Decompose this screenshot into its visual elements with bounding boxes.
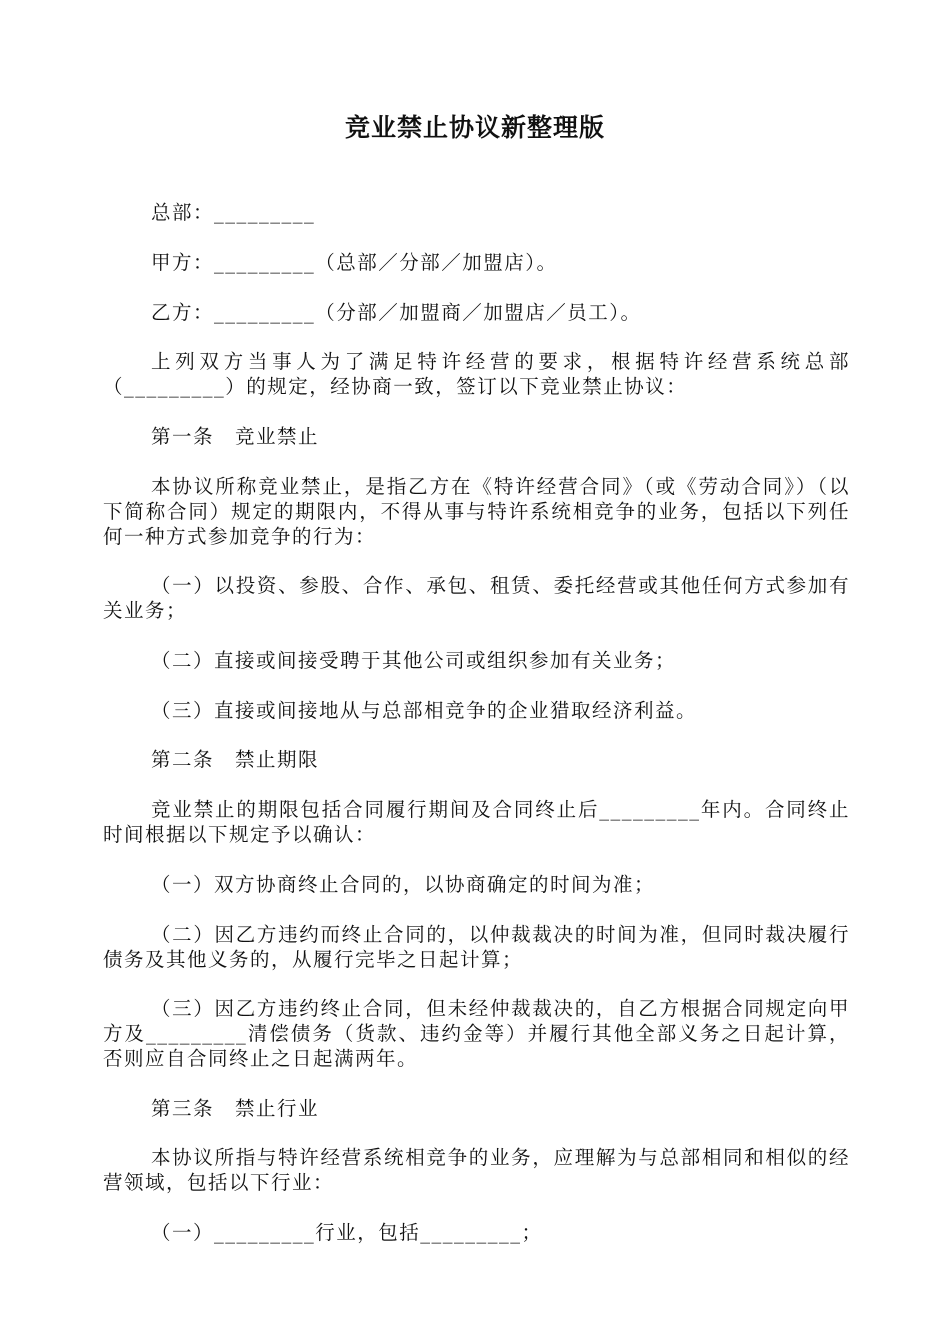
article-2-item-3: （三）因乙方违约终止合同，但未经仲裁裁决的，自乙方根据合同规定向甲方及_________清偿债务（货款、违约金等）并履行其他全部义务之日起计算，否则应自合同终止之日起满两年。	[103, 997, 850, 1070]
article-2-heading: 第二条 禁止期限	[151, 748, 320, 771]
article-3-item-1: （一）_________行业，包括_________；	[151, 1221, 543, 1244]
article-1-paragraph: 本协议所称竞业禁止，是指乙方在《特许经营合同》（或《劳动合同》）（以下简称合同）规定的期限内，不得从事与特许系统相竞争的业务，包括以下列任何一种方式参加竞争的行为：	[103, 475, 850, 548]
preamble-paragraph: 上列双方当事人为了满足特许经营的要求，根据特许经营系统总部（_________）的规定，经协商一致，签订以下竞业禁止协议：	[103, 350, 850, 398]
article-2-paragraph: 竞业禁止的期限包括合同履行期间及合同终止后_________年内。合同终止时间根据以下规定予以确认：	[103, 798, 850, 846]
article-3-paragraph: 本协议所指与特许经营系统相竞争的业务，应理解为与总部相同和相似的经营领域，包括以下行业：	[103, 1146, 850, 1194]
document-title: 竞业禁止协议新整理版	[344, 113, 605, 142]
article-2-item-1: （一）双方协商终止合同的，以协商确定的时间为准；	[151, 873, 656, 896]
party-b-line: 乙方：_________（分部／加盟商／加盟店／员工）。	[151, 301, 642, 324]
article-2-item-2: （二）因乙方违约而终止合同的，以仲裁裁决的时间为准，但同时裁决履行债务及其他义务的，从履行完毕之日起计算；	[103, 923, 850, 971]
article-1-item-1: （一）以投资、参股、合作、承包、租赁、委托经营或其他任何方式参加有关业务；	[103, 574, 850, 622]
headquarters-line: 总部：_________	[151, 201, 316, 224]
article-1-item-2: （二）直接或间接受聘于其他公司或组织参加有关业务；	[151, 649, 677, 672]
article-3-heading: 第三条 禁止行业	[151, 1097, 320, 1120]
article-1-heading: 第一条 竞业禁止	[151, 425, 320, 448]
party-a-line: 甲方：_________（总部／分部／加盟店）。	[151, 251, 558, 274]
article-1-item-3: （三）直接或间接地从与总部相竞争的企业猎取经济利益。	[151, 699, 698, 722]
